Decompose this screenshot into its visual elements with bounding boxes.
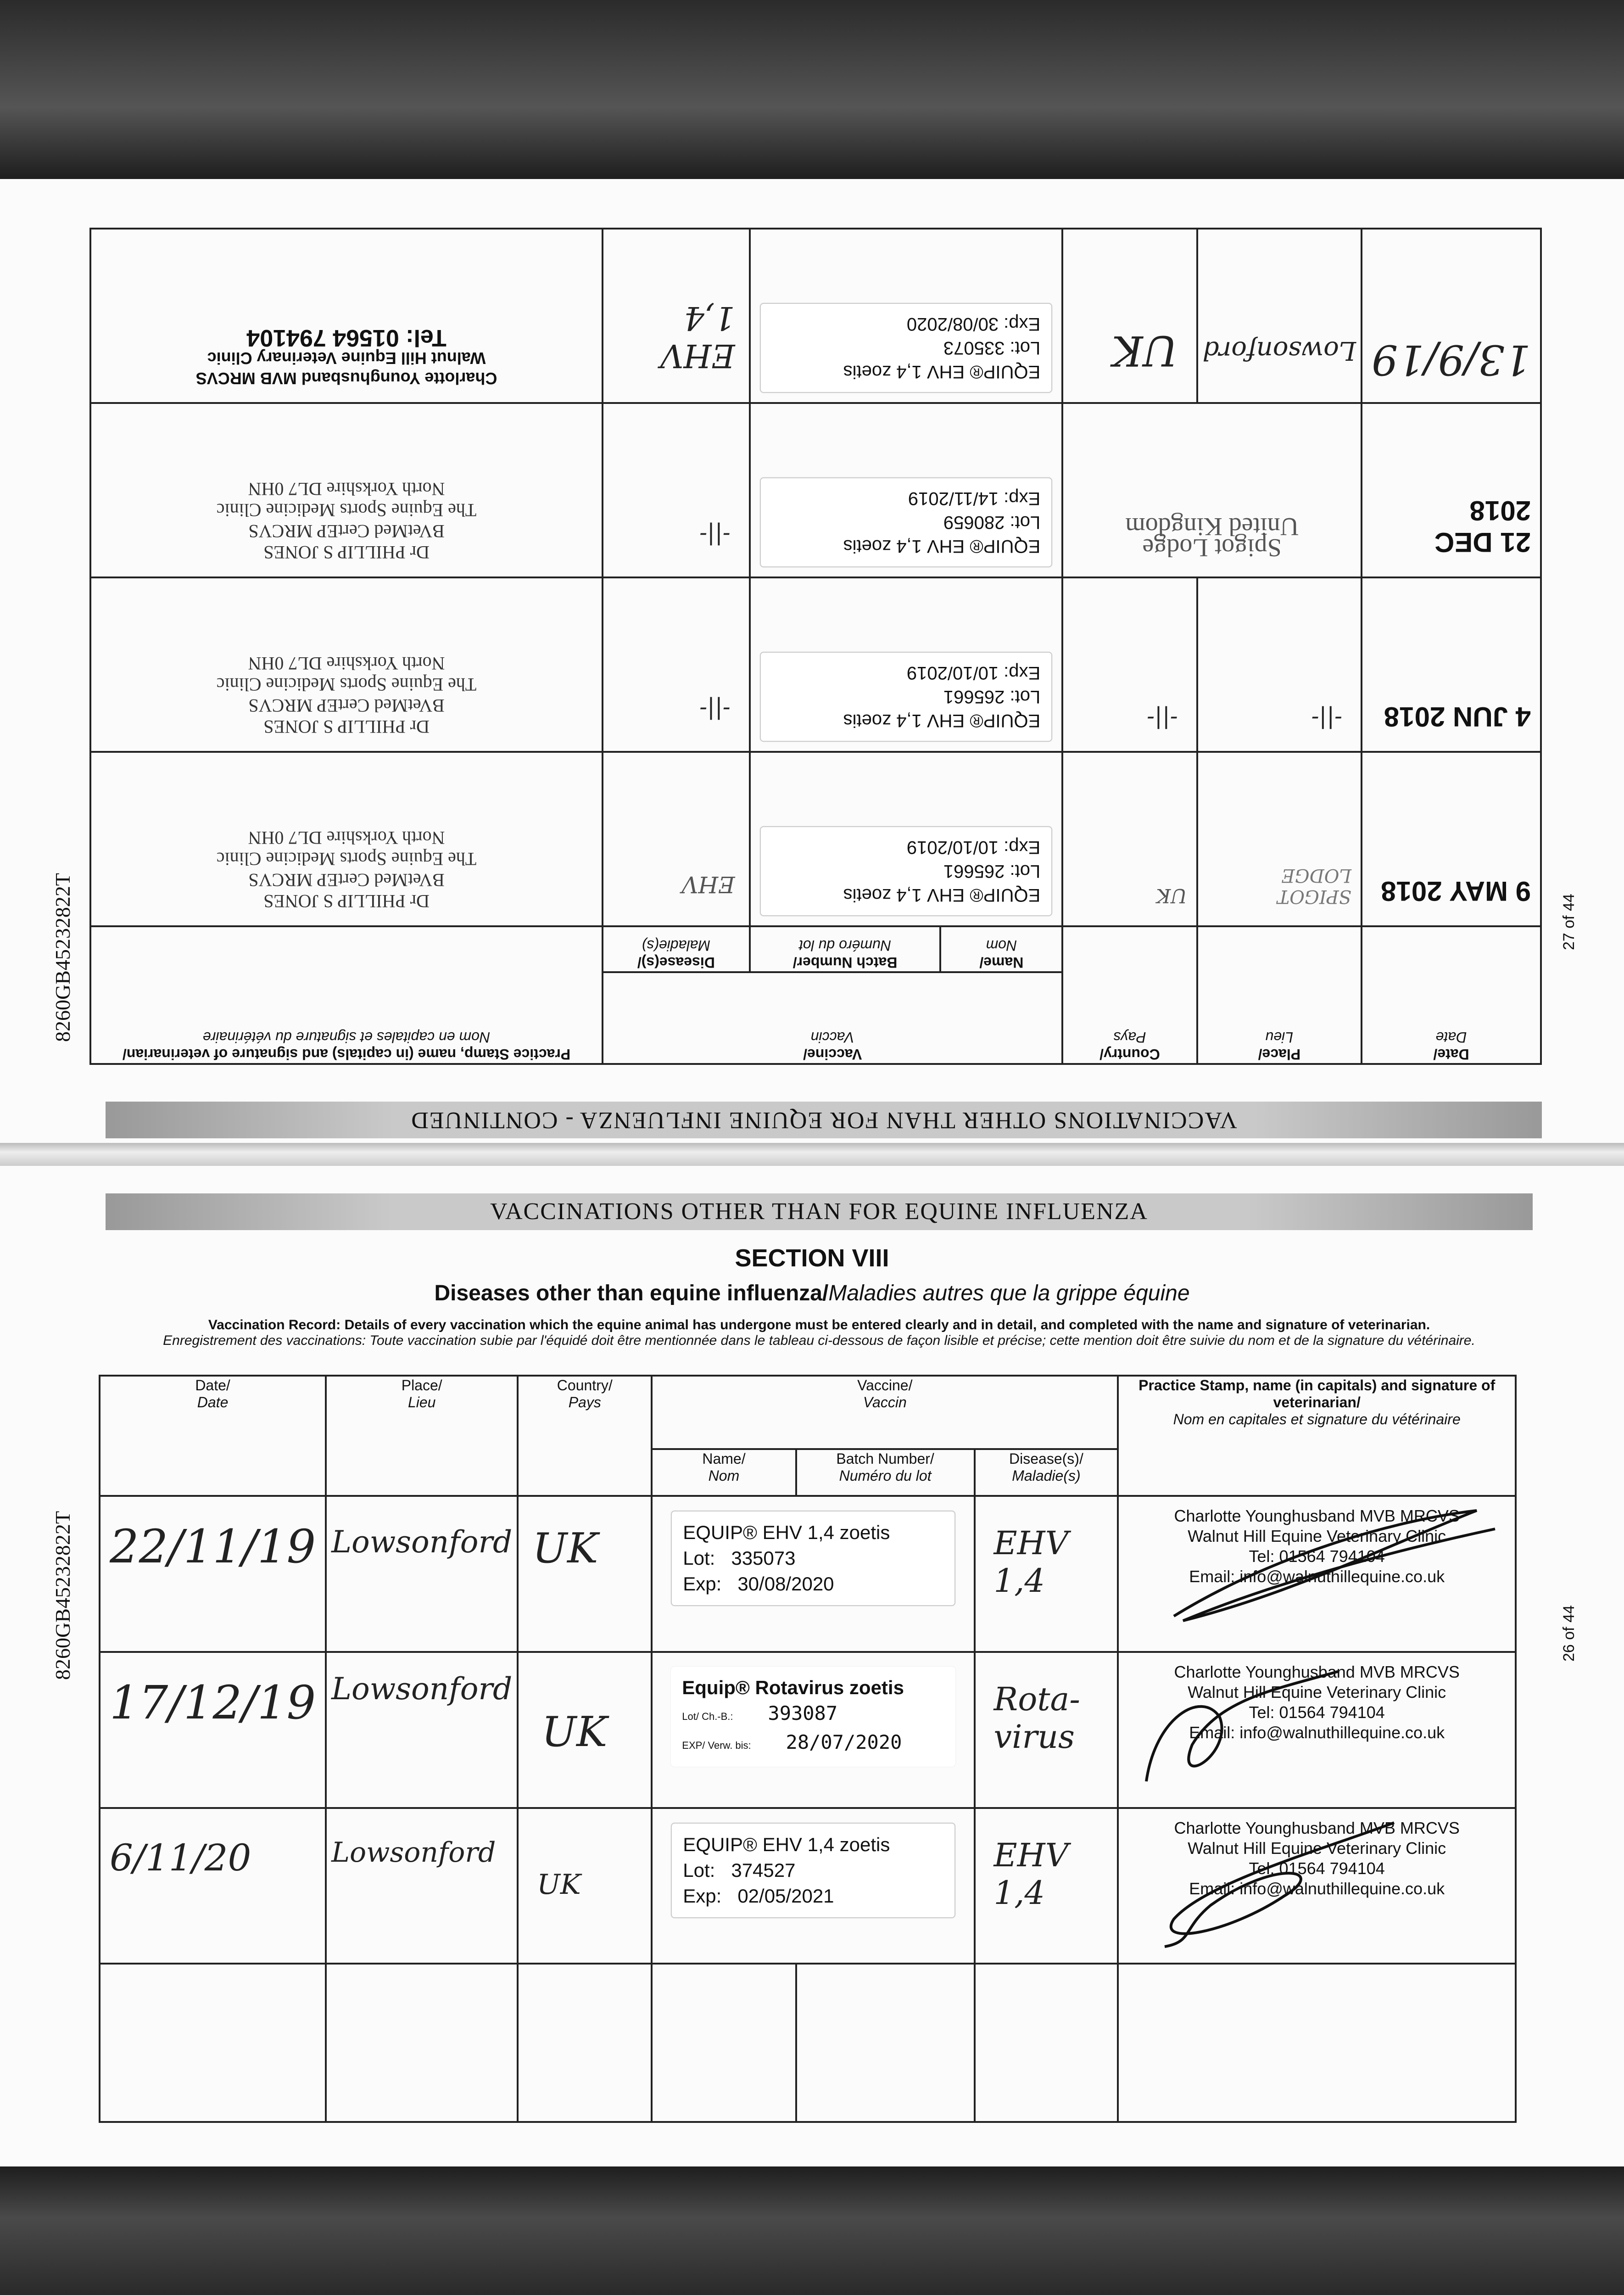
bottom-vaccination-table: Date/ Date Place/ Lieu Country/ Pays Vaccine/ Vaccin Practice Stamp, name (in capitals) and signature of veterinarian/ Nom en capitales et signature du vétérinaire Name/ Nom Batch Number/ Numéro du lot Disease(s)/ Maladie(s) 22/11/19 Lowsonford UK EQUIP® EHV 1,4 zoetis Lot: 335073 Exp: 30/08/2020 EHV 1,4 Charlotte Younghusband MVB MRCVS Walnut Hill Equine Veterinary Clinic Tel: 01564 794104 Email: info@walnuthillequine.co.uk 17/12/19 Lowsonford UK Equip® Rotavirus zoetis Lot/ Ch.-B.: 393087 EXP/ Verw. bis: 28/07/2020 Rota-virus Charlotte Younghusband MVB MRCVS Walnut Hill Equine Veterinary Clinic Tel: 01564 794104 Email: info@walnuthillequine.co.uk 6/11/20 Lowsonford UK EQUIP® EHV 1,4 zoetis Lot: 374527 Exp: 02/05/2021 EHV 1,4 Charlotte Younghusband MVB MRCVS Walnut Hill Equine Veterinary Clinic Tel: 01564 794104 Email: info@walnuthillequine.co.uk (99, 1375, 1517, 2123)
page-fold (0, 1143, 1624, 1166)
document-id-bottom: 8260GB45232822T (51, 1511, 74, 1680)
table-row: 9 MAY 2018 SPIGOT LODGE UK EQUIP® EHV 1,4 zoetis Lot: 265661 Exp: 10/10/2019 EHV Dr PHILLIP S JONES BVetMed CertEP MRCVS The Equine Sports Medicine Clinic North Yorkshire DL7 0HN (90, 752, 1541, 926)
intro-text: Vaccination Record: Details of every vaccination which the equine animal has undergone must be entered clearly and in detail, and completed with the name and signature of veterinarian. Enregistrement des vaccinations: Toute vaccination subie par l'équidé doit être mentionnée dans le tableau ci-dessous de façon lisible et précise; cette mention doit être suivie du nom et de la signature du vétérinaire. (163, 1317, 1475, 1348)
vaccine-label-sticker: EQUIP® EHV 1,4 zoetis Lot: 374527 Exp: 02/05/2021 (671, 1823, 955, 1918)
section-banner: VACCINATIONS OTHER THAN FOR EQUINE INFLUENZA (106, 1193, 1533, 1230)
top-page-banner: VACCINATIONS OTHER THAN FOR EQUINE INFLUENZA - CONTINUED (106, 1102, 1542, 1138)
table-row: 4 JUN 2018 -||- -||- EQUIP® EHV 1,4 zoetis Lot: 265661 Exp: 10/10/2019 -||- Dr PHILLIP S JONES BVetMed CertEP MRCVS The Equine Sports Medicine Clinic North Yorkshire DL7 0HN (90, 577, 1541, 752)
vet-signature (1137, 1814, 1412, 1951)
vet-signature (1128, 1662, 1357, 1800)
vet-stamp: Dr PHILLIP S JONES BVetMed CertEP MRCVS The Equine Sports Medicine Clinic North Yorkshire DL7 0HN (216, 828, 477, 912)
top-vaccination-table: Date/ Date Place/ Lieu Country/ Pays Vaccine/ Vaccin Practice Stamp, name (in capitals) and signature of veterinarian/ Nom en capitales et signature du vétérinaire Name/ Nom Batch Number/ Numéro du lot Disease(s)/ Maladie(s) 9 MAY 2018 SPIGOT LODGE UK EQUIP® EHV 1,4 zoetis Lot: 265661 Exp: 10/10/2019 EHV Dr PHILLIP S JONES BVetMed CertEP MRCVS The Equine Sports Medicine Clinic North Yorkshire DL7 0HN 4 JUN 2018 -||- -||- EQUIP® EHV 1,4 zoetis Lot: 265661 Exp: 10/10/2019 -||- Dr PHILLIP S JONES BVetMed CertEP MRCVS The Equine Sports Medicine Clinic North Yorkshire DL7 0HN 21 DEC 2018 Spigot Lodge United Kingdom EQUIP® EHV 1,4 zoetis Lot: 280659 Exp: 14/11/2019 -||- Dr PHILLIP S JONES BVetMed CertEP MRCVS The Equine Sports Medicine Clinic North Yorkshire DL7 0HN 13/9/19 Lowsonford UK EQUIP® EHV 1,4 zoetis Lot: 335073 Exp: 30/08/2020 EHV 1,4 Charlotte Younghusband MVB MRCVS Walnut Hill Equine Veterinary Clinic Tel: 01564 794104 (89, 228, 1542, 1065)
vet-stamp: Charlotte Younghusband MVB MRCVS Walnut Hill Equine Veterinary Clinic Tel: 01564 794104 Email: info@walnuthillequine.co.uk (1174, 1818, 1460, 1898)
vaccine-label-sticker: EQUIP® EHV 1,4 zoetis Lot: 265661 Exp: 10/10/2019 (760, 652, 1053, 742)
vet-stamp: Charlotte Younghusband MVB MRCVS Walnut Hill Equine Veterinary Clinic Tel: 01564 794104 (195, 325, 497, 388)
vaccine-label-sticker: EQUIP® EHV 1,4 zoetis Lot: 335073 Exp: 30/08/2020 (671, 1511, 955, 1606)
table-row: 17/12/19 Lowsonford UK Equip® Rotavirus zoetis Lot/ Ch.-B.: 393087 EXP/ Verw. bis: 28/07/2020 Rota-virus Charlotte Younghusband MVB MRCVS Walnut Hill Equine Veterinary Clinic Tel: 01564 794104 Email: info@walnuthillequine.co.uk (100, 1652, 1516, 1808)
table-row: 6/11/20 Lowsonford UK EQUIP® EHV 1,4 zoetis Lot: 374527 Exp: 02/05/2021 EHV 1,4 Charlotte Younghusband MVB MRCVS Walnut Hill Equine Veterinary Clinic Tel: 01564 794104 Email: info@walnuthillequine.co.uk (100, 1808, 1516, 1964)
table-row (100, 1964, 1516, 2122)
vaccine-label-sticker: EQUIP® EHV 1,4 zoetis Lot: 335073 Exp: 30/08/2020 (760, 303, 1053, 393)
vaccine-label-sticker: EQUIP® EHV 1,4 zoetis Lot: 280659 Exp: 14/11/2019 (760, 477, 1053, 567)
passport-page-27 (0, 179, 1624, 1148)
section-title: SECTION VIII (735, 1244, 889, 1272)
table-row: 13/9/19 Lowsonford UK EQUIP® EHV 1,4 zoetis Lot: 335073 Exp: 30/08/2020 EHV 1,4 Charlotte Younghusband MVB MRCVS Walnut Hill Equine Veterinary Clinic Tel: 01564 794104 (90, 229, 1541, 403)
section-subtitle: Diseases other than equine influenza/Maladies autres que la grippe équine (434, 1281, 1190, 1305)
table-row: 22/11/19 Lowsonford UK EQUIP® EHV 1,4 zoetis Lot: 335073 Exp: 30/08/2020 EHV 1,4 Charlotte Younghusband MVB MRCVS Walnut Hill Equine Veterinary Clinic Tel: 01564 794104 Email: info@walnuthillequine.co.uk (100, 1496, 1516, 1652)
vet-stamp: Dr PHILLIP S JONES BVetMed CertEP MRCVS The Equine Sports Medicine Clinic North Yorkshire DL7 0HN (216, 653, 477, 737)
vaccine-label-sticker: Equip® Rotavirus zoetis Lot/ Ch.-B.: 393087 EXP/ Verw. bis: 28/07/2020 (671, 1667, 955, 1767)
page-number-26: 26 of 44 (1560, 1605, 1578, 1662)
page-number-27: 27 of 44 (1560, 894, 1578, 950)
table-row: 21 DEC 2018 Spigot Lodge United Kingdom EQUIP® EHV 1,4 zoetis Lot: 280659 Exp: 14/11/2019 -||- Dr PHILLIP S JONES BVetMed CertEP MRCVS The Equine Sports Medicine Clinic North Yorkshire DL7 0HN (90, 403, 1541, 577)
vet-signature (1155, 1501, 1504, 1639)
book-binding-bottom (0, 2166, 1624, 2295)
book-binding-top (0, 0, 1624, 179)
top-table-flipped (89, 239, 1542, 1065)
passport-page-26 (0, 1166, 1624, 2166)
bottom-table-header: Date/ Date Place/ Lieu Country/ Pays Vaccine/ Vaccin Practice Stamp, name (in capitals) and signature of veterinarian/ Nom en capitales et signature du vétérinaire (100, 1376, 1516, 1449)
vet-stamp: Dr PHILLIP S JONES BVetMed CertEP MRCVS The Equine Sports Medicine Clinic North Yorkshire DL7 0HN (216, 479, 477, 563)
top-table-header: Date/ Date Place/ Lieu Country/ Pays Vaccine/ Vaccin Practice Stamp, name (in capitals) and signature of veterinarian/ Nom en capitales et signature du vétérinaire (90, 972, 1541, 1064)
vaccine-label-sticker: EQUIP® EHV 1,4 zoetis Lot: 265661 Exp: 10/10/2019 (760, 826, 1053, 916)
vet-stamp: Charlotte Younghusband MVB MRCVS Walnut Hill Equine Veterinary Clinic Tel: 01564 794104 Email: info@walnuthillequine.co.uk (1174, 1506, 1460, 1586)
document-id-top: 8260GB45232822T (51, 873, 74, 1042)
vet-stamp: Charlotte Younghusband MVB MRCVS Walnut Hill Equine Veterinary Clinic Tel: 01564 794104 Email: info@walnuthillequine.co.uk (1174, 1662, 1460, 1742)
